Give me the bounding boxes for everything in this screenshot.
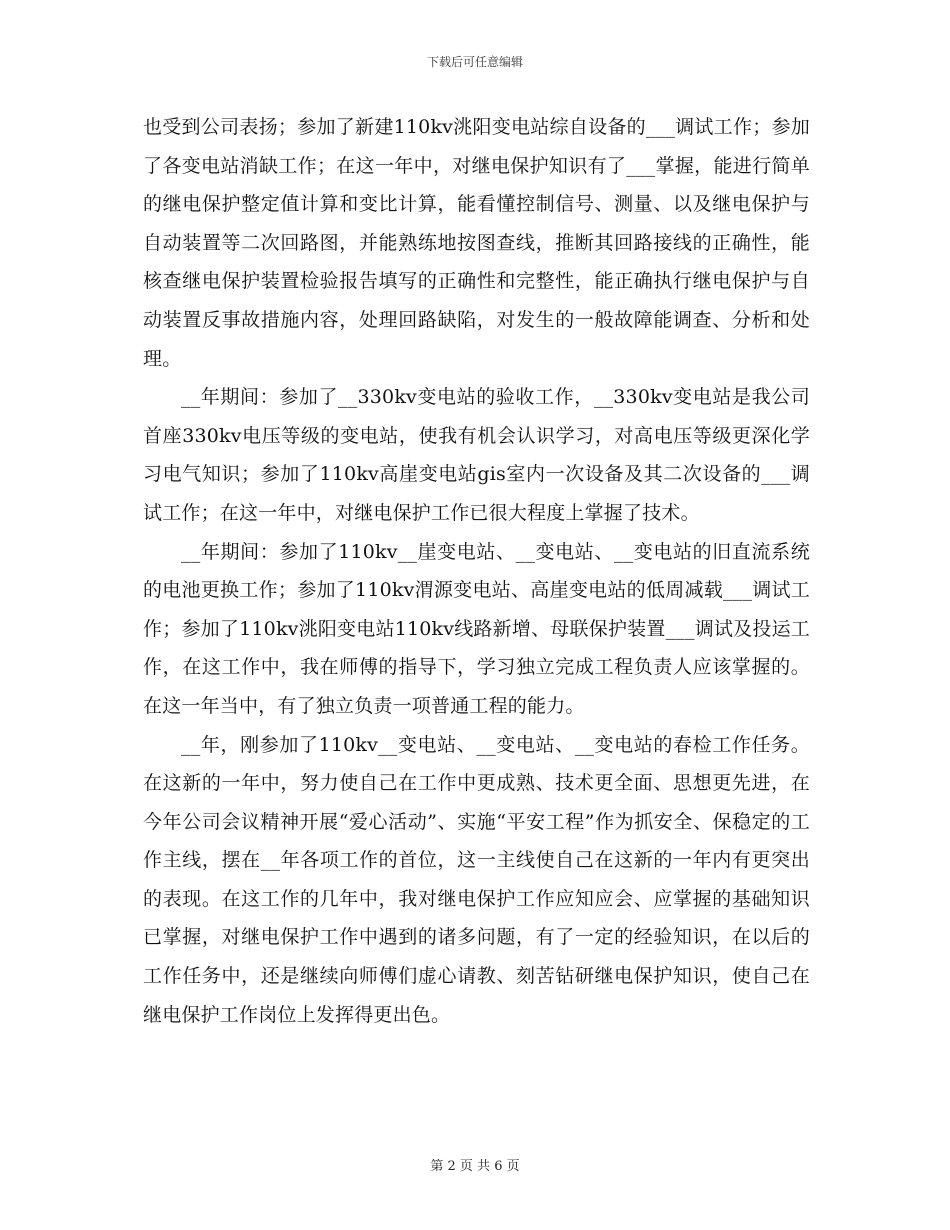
paragraph-year-3: __年，刚参加了110kv__变电站、__变电站、__变电站的春检工作任务。在这新的一年中，努力使自己在工作中更成熟、技术更全面、思想更先进，在今年公司会议精神开展“爱心活动”、实施“平安工程”作为抓安全、保稳定的工作主线，摆在__年各项工作的首位，这一主线使自己在这新的一年内有更突出的表现。在这工作的几年中，我对继电保护工作应知应会、应掌握的基础知识已掌握，对继电保护工作中遇到的诸多问题，有了一定的经验知识，在以后的工作任务中，还是继续向师傅们虚心请教、刻苦钻研继电保护知识，使自己在继电保护工作岗位上发挥得更出色。 [143, 733, 810, 1026]
paragraph-year-2: __年期间：参加了110kv__崖变电站、__变电站、__变电站的旧直流系统的电池更换工作；参加了110kv渭源变电站、高崖变电站的低周减载___调试工作；参加了110kv洮阳变电站110kv线路新增、母联保护装置___调试及投运工作，在这工作中，我在师傅的指导下，学习独立完成工程负责人应该掌握的。在这一年当中，有了独立负责一项普通工程的能力。 [143, 540, 810, 717]
paragraph-continued: 也受到公司表扬；参加了新建110kv洮阳变电站综自设备的___调试工作；参加了各变电站消缺工作；在这一年中，对继电保护知识有了___掌握，能进行简单的继电保护整定值计算和变比计算，能看懂控制信号、测量、以及继电保护与自动装置等二次回路图，并能熟练地按图查线，推断其回路接线的正确性，能核查继电保护装置检验报告填写的正确性和完整性，能正确执行继电保护与自动装置反事故措施内容，处理回路缺陷，对发生的一般故障能调查、分析和处理。 [143, 116, 810, 370]
document-body [143, 108, 810, 1034]
page-header-note: 下载后可任意编辑 [426, 55, 523, 69]
page-number: 第 2 页 共 6 页 [430, 1159, 520, 1174]
paragraph-year-1: __年期间：参加了__330kv变电站的验收工作，__330kv变电站是我公司首座330kv电压等级的变电站，使我有机会认识学习，对高电压等级更深化学习电气知识；参加了110kv高崖变电站gis室内一次设备及其二次设备的___调试工作；在这一年中，对继电保护工作已很大程度上掌握了技术。 [143, 386, 810, 524]
